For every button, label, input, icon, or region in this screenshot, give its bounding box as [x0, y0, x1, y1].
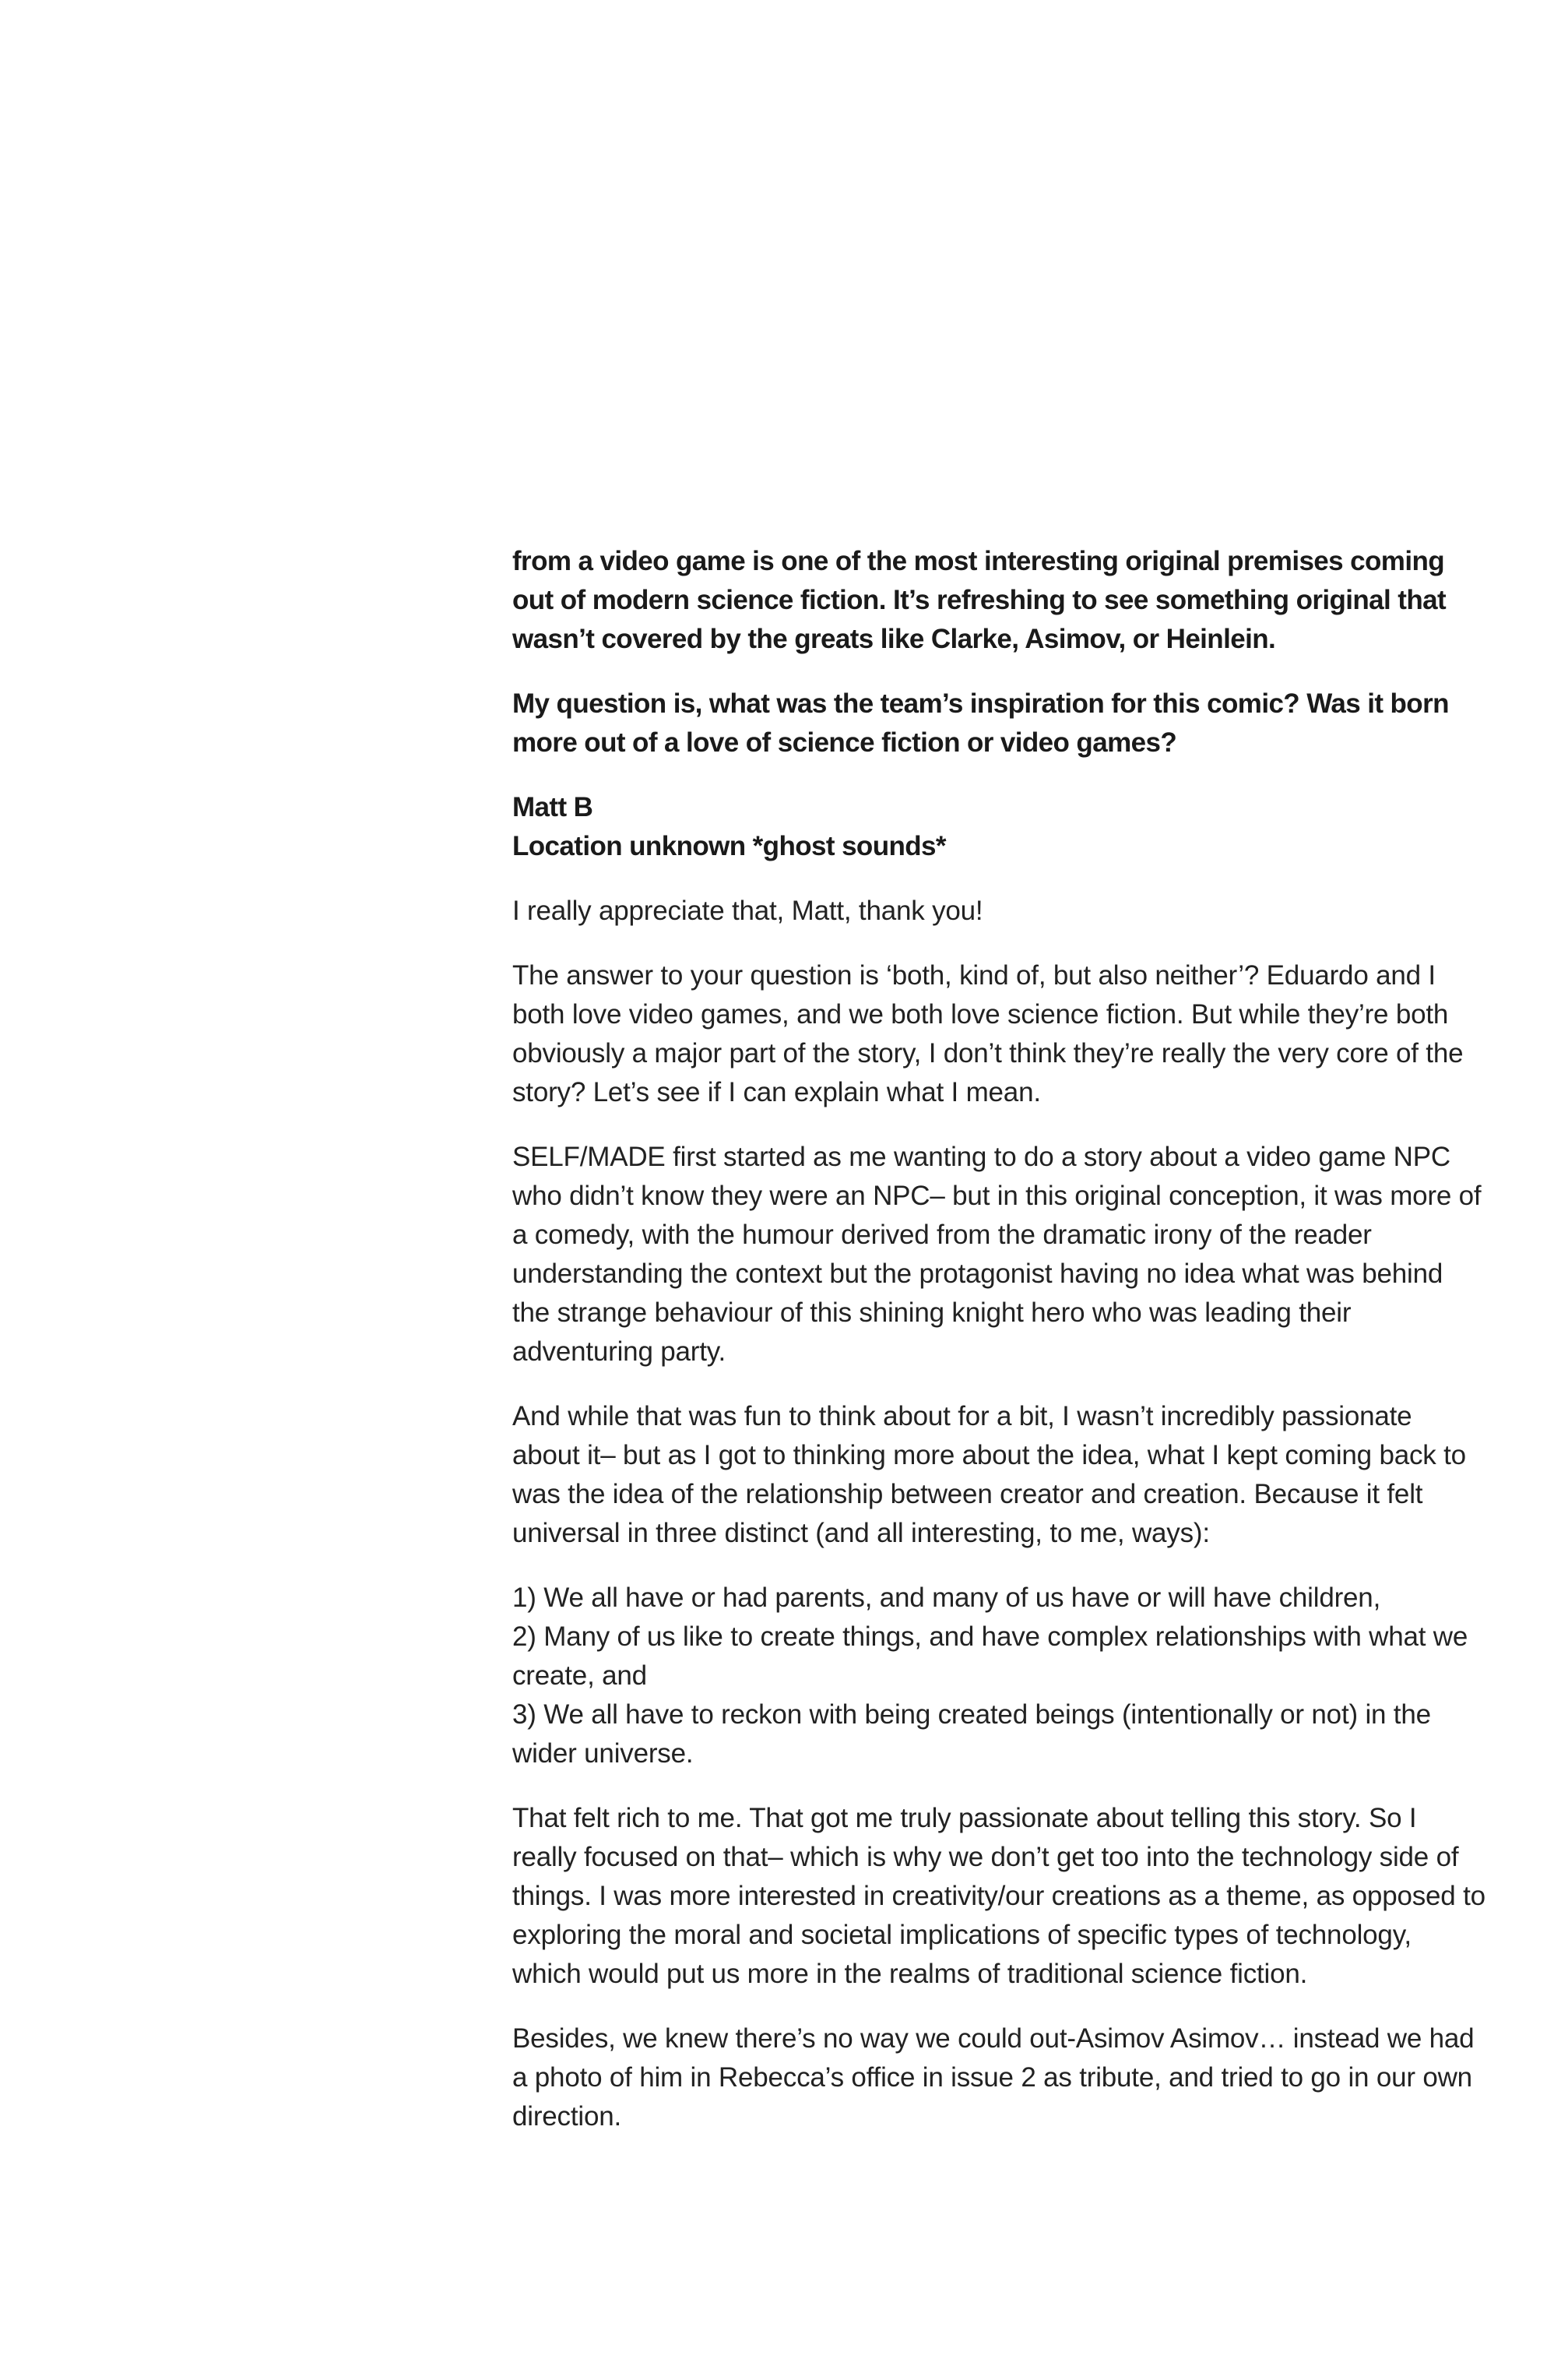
response-paragraph-5: That felt rich to me. That got me truly passionate about telling this story. So I really focused on that– which is why we don’t get too into the technology side of things. I was more interested in creativity/our creations as a theme, as opposed to exploring the moral and societal implications of specific types of technology, which would put us more in the realms of traditional science fiction.: [512, 1803, 1485, 1989]
letter-paragraph-1: from a video game is one of the most interesting original premises coming out of modern science fiction. It’s refreshing to see something original that wasn’t covered by the greats like Clarke, Asimov, or Heinlein.: [512, 546, 1447, 654]
list-item: 2) Many of us like to create things, and have complex relationships with what we create, and: [512, 1621, 1468, 1691]
response-numbered-list: [512, 1579, 1485, 1773]
list-item: 1) We all have or had parents, and many of us have or will have children,: [512, 1583, 1381, 1613]
response-paragraph-2: The answer to your question is ‘both, kind of, but also neither’? Eduardo and I both love video games, and we both love science fiction. But while they’re both obviously a major part of the story, I don’t think they’re really the very core of the story? Let’s see if I can explain what I mean.: [512, 960, 1464, 1107]
signature-name: Matt B: [512, 792, 593, 822]
response-paragraph-3: SELF/MADE first started as me wanting to do a story about a video game NPC who didn’t know they were an NPC– but in this original conception, it was more of a comedy, with the humour derived from the dramatic irony of the reader understanding the context but the protagonist having no idea what was behind the strange behaviour of this shining knight hero who was leading their adventuring party.: [512, 1142, 1482, 1367]
letter-signature: [512, 788, 1485, 866]
list-item: 3) We all have to reckon with being created beings (intentionally or not) in the wider universe.: [512, 1699, 1431, 1769]
signature-location: Location unknown *ghost sounds*: [512, 831, 946, 861]
letter-paragraph-2: My question is, what was the team’s inspiration for this comic? Was it born more out of a love of science fiction or video games?: [512, 688, 1449, 758]
response-paragraph-4: And while that was fun to think about for a bit, I wasn’t incredibly passionate about it– but as I got to thinking more about the idea, what I kept coming back to was the idea of the relationship between creator and creation. Because it felt universal in three distinct (and all interesting, to me, ways):: [512, 1401, 1466, 1548]
text-column: [512, 542, 1485, 2162]
response-paragraph-1: I really appreciate that, Matt, thank you!: [512, 896, 983, 926]
response-paragraph-6: Besides, we knew there’s no way we could out-Asimov Asimov… instead we had a photo of him in Rebecca’s office in issue 2 as tribute, and tried to go in our own direction.: [512, 2023, 1475, 2132]
